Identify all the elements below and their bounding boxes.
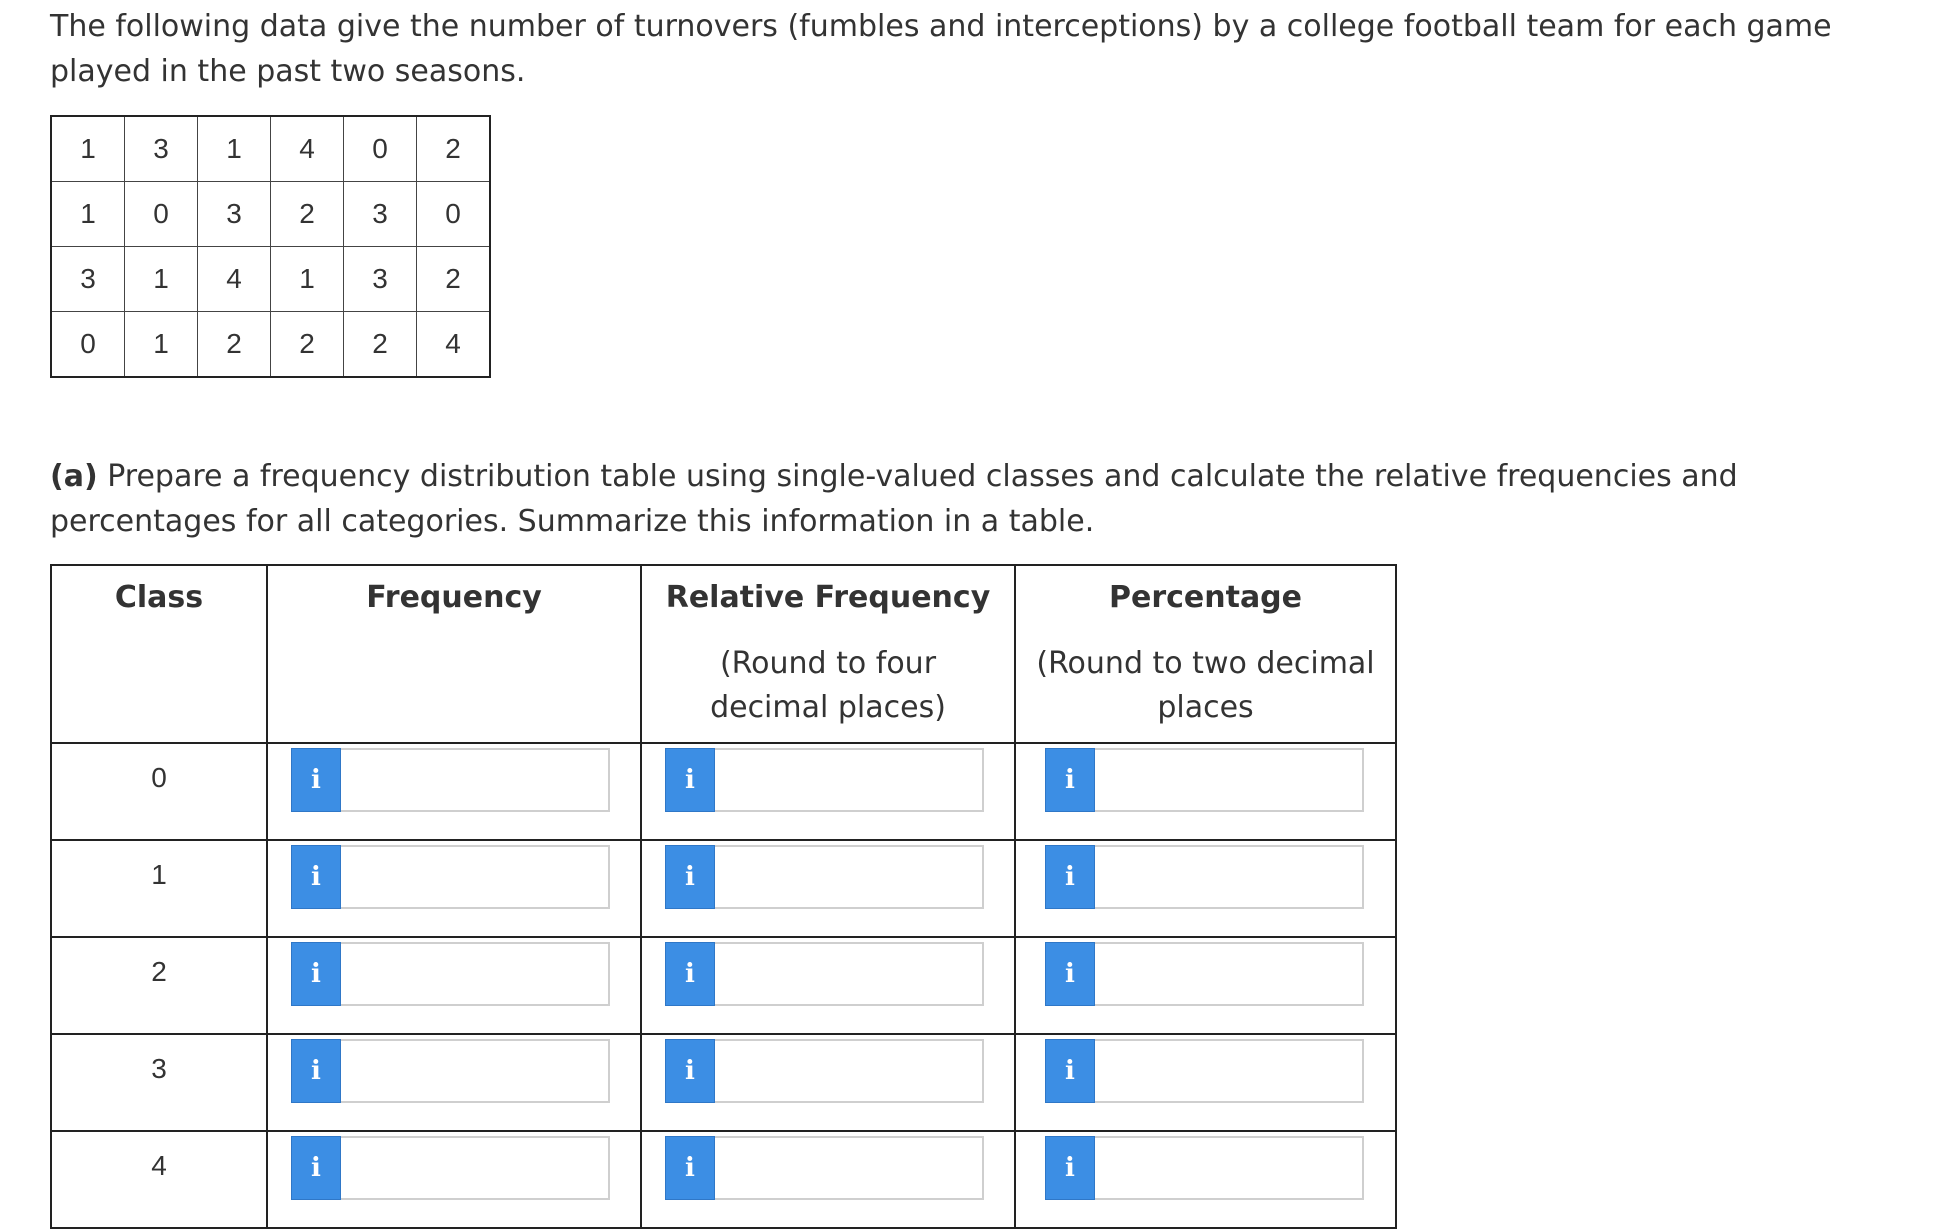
frequency-cell xyxy=(267,1131,641,1228)
relative-frequency-cell xyxy=(641,1034,1015,1131)
data-cell: 1 xyxy=(51,116,125,182)
info-icon[interactable]: i xyxy=(665,942,715,1006)
percentage-cell xyxy=(1015,743,1396,840)
relative-frequency-cell xyxy=(641,937,1015,1034)
class-value: 0 xyxy=(51,743,267,840)
data-cell: 1 xyxy=(125,312,198,378)
data-cell: 2 xyxy=(198,312,271,378)
header-relative-frequency-label: Relative Frequency xyxy=(665,580,991,615)
question-a xyxy=(50,454,1910,544)
frequency-cell xyxy=(267,937,641,1034)
question-label: (a) xyxy=(50,459,98,494)
frequency-input[interactable] xyxy=(341,1136,610,1200)
data-cell: 1 xyxy=(51,182,125,247)
relative-frequency-cell xyxy=(641,1131,1015,1228)
class-value: 1 xyxy=(51,840,267,937)
data-cell: 2 xyxy=(417,247,491,312)
header-percentage xyxy=(1015,565,1396,743)
header-class-label: Class xyxy=(114,580,204,615)
class-value: 2 xyxy=(51,937,267,1034)
percentage-input[interactable] xyxy=(1095,845,1364,909)
data-cell: 4 xyxy=(271,116,344,182)
table-row xyxy=(51,1034,1396,1131)
data-cell: 1 xyxy=(271,247,344,312)
header-frequency-label: Frequency xyxy=(366,580,542,615)
data-cell: 0 xyxy=(51,312,125,378)
data-cell: 0 xyxy=(344,116,417,182)
data-row xyxy=(51,116,490,182)
data-cell: 3 xyxy=(125,116,198,182)
frequency-input[interactable] xyxy=(341,845,610,909)
info-icon[interactable]: i xyxy=(665,748,715,812)
header-relative-frequency-note: (Round to four decimal places) xyxy=(710,646,946,725)
relative-frequency-input[interactable] xyxy=(715,845,984,909)
frequency-cell xyxy=(267,1034,641,1131)
data-cell: 1 xyxy=(198,116,271,182)
info-icon[interactable]: i xyxy=(1045,942,1095,1006)
data-row xyxy=(51,182,490,247)
header-percentage-label: Percentage xyxy=(1108,580,1303,615)
relative-frequency-input[interactable] xyxy=(715,1039,984,1103)
percentage-input[interactable] xyxy=(1095,1136,1364,1200)
relative-frequency-input[interactable] xyxy=(715,1136,984,1200)
data-cell: 3 xyxy=(198,182,271,247)
data-cell: 1 xyxy=(125,247,198,312)
info-icon[interactable]: i xyxy=(291,942,341,1006)
percentage-input[interactable] xyxy=(1095,748,1364,812)
frequency-distribution-table xyxy=(50,564,1397,1229)
frequency-answer-group xyxy=(291,942,640,1006)
relative-frequency-cell xyxy=(641,840,1015,937)
relative-frequency-cell xyxy=(641,743,1015,840)
frequency-input[interactable] xyxy=(341,748,610,812)
percentage-cell xyxy=(1015,840,1396,937)
header-row xyxy=(51,565,1396,743)
percentage-cell xyxy=(1015,1131,1396,1228)
percentage-answer-group xyxy=(1045,748,1395,812)
table-row xyxy=(51,1131,1396,1228)
turnover-data-table xyxy=(50,115,491,378)
info-icon[interactable]: i xyxy=(1045,748,1095,812)
info-icon[interactable]: i xyxy=(291,1039,341,1103)
relative-frequency-input[interactable] xyxy=(715,748,984,812)
info-icon[interactable]: i xyxy=(1045,1136,1095,1200)
table-row xyxy=(51,937,1396,1034)
data-cell: 0 xyxy=(417,182,491,247)
data-row xyxy=(51,247,490,312)
class-value: 4 xyxy=(51,1131,267,1228)
data-cell: 2 xyxy=(344,312,417,378)
header-percentage-note: (Round to two decimal places xyxy=(1036,646,1375,725)
percentage-cell xyxy=(1015,937,1396,1034)
relative-frequency-answer-group xyxy=(665,748,1014,812)
class-value: 3 xyxy=(51,1034,267,1131)
header-frequency xyxy=(267,565,641,743)
relative-frequency-answer-group xyxy=(665,942,1014,1006)
info-icon[interactable]: i xyxy=(1045,845,1095,909)
percentage-answer-group xyxy=(1045,942,1395,1006)
info-icon[interactable]: i xyxy=(291,1136,341,1200)
relative-frequency-answer-group xyxy=(665,845,1014,909)
table-row xyxy=(51,743,1396,840)
frequency-answer-group xyxy=(291,1136,640,1200)
data-cell: 4 xyxy=(198,247,271,312)
percentage-answer-group xyxy=(1045,845,1395,909)
data-cell: 2 xyxy=(271,182,344,247)
data-row xyxy=(51,312,490,378)
data-cell: 3 xyxy=(51,247,125,312)
data-cell: 3 xyxy=(344,182,417,247)
relative-frequency-input[interactable] xyxy=(715,942,984,1006)
relative-frequency-answer-group xyxy=(665,1039,1014,1103)
data-cell: 2 xyxy=(271,312,344,378)
data-cell: 0 xyxy=(125,182,198,247)
percentage-input[interactable] xyxy=(1095,942,1364,1006)
header-relative-frequency xyxy=(641,565,1015,743)
frequency-answer-group xyxy=(291,1039,640,1103)
question-text: Prepare a frequency distribution table using single-valued classes and calculate the relative frequencies and percentages for all categories. Summarize this information in a table. xyxy=(50,459,1738,539)
frequency-answer-group xyxy=(291,748,640,812)
frequency-input[interactable] xyxy=(341,942,610,1006)
percentage-answer-group xyxy=(1045,1039,1395,1103)
table-row xyxy=(51,840,1396,937)
data-cell: 2 xyxy=(417,116,491,182)
info-icon[interactable]: i xyxy=(665,1136,715,1200)
frequency-input[interactable] xyxy=(341,1039,610,1103)
info-icon[interactable]: i xyxy=(291,845,341,909)
frequency-cell xyxy=(267,840,641,937)
info-icon[interactable]: i xyxy=(665,845,715,909)
intro-text: The following data give the number of turnovers (fumbles and interceptions) by a college football team for each game played in the past two seasons. xyxy=(50,9,1832,89)
data-cell: 4 xyxy=(417,312,491,378)
relative-frequency-answer-group xyxy=(665,1136,1014,1200)
percentage-cell xyxy=(1015,1034,1396,1131)
data-cell: 3 xyxy=(344,247,417,312)
info-icon[interactable]: i xyxy=(665,1039,715,1103)
percentage-input[interactable] xyxy=(1095,1039,1364,1103)
frequency-answer-group xyxy=(291,845,640,909)
info-icon[interactable]: i xyxy=(1045,1039,1095,1103)
percentage-answer-group xyxy=(1045,1136,1395,1200)
frequency-cell xyxy=(267,743,641,840)
info-icon[interactable]: i xyxy=(291,748,341,812)
header-class xyxy=(51,565,267,743)
